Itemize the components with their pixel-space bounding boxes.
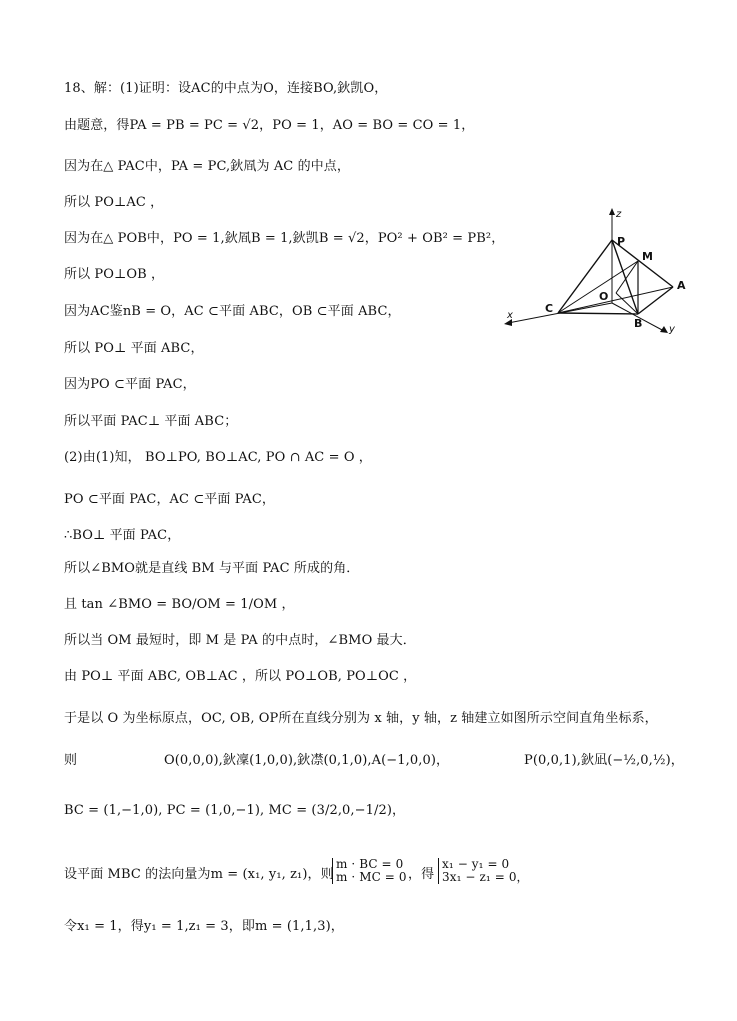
- line-5: 因为在△ POB中，PO = 1,鈥凮B = 1,鈥凯B = √2，PO² + OB² = PB²，: [64, 231, 505, 246]
- line-17: 由 PO⊥ 平面 ABC, OB⊥AC ，所以 PO⊥OB, PO⊥OC ，: [64, 669, 417, 684]
- line-21-text: 设平面 MBC 的法向量为m = (x₁, y₁, z₁)，则: [64, 867, 334, 882]
- line-10: 所以平面 PAC⊥ 平面 ABC；: [64, 414, 238, 429]
- edge-om: [616, 261, 638, 293]
- label-b: B: [634, 317, 643, 330]
- line-19-points: O(0,0,0),鈥凜(1,0,0),鈥凚(0,1,0),A(−1,0,0)，: [164, 753, 450, 768]
- line-15: 且 tan ∠BMO = BO/OM = 1/OM ，: [64, 597, 295, 612]
- line-19-label: 则: [64, 753, 78, 768]
- label-y: y: [669, 324, 675, 335]
- line-8: 所以 PO⊥ 平面 ABC，: [64, 341, 204, 356]
- line-22: 令x₁ = 1，得y₁ = 1,z₁ = 3，即m = (1,1,3)，: [64, 919, 344, 934]
- line-7: 因为AC鉴nB = O，AC ⊂平面 ABC，OB ⊂平面 ABC，: [64, 304, 401, 319]
- line-11: (2)由(1)知， BO⊥PO, BO⊥AC, PO ∩ AC = O ，: [64, 450, 372, 465]
- system-brace-2: [438, 858, 529, 884]
- line-6: 所以 PO⊥OB ，: [64, 267, 165, 282]
- line-3: 因为在△ PAC中，PA = PC,鈥凮为 AC 的中点，: [64, 159, 350, 174]
- line-19-points-b: P(0,0,1),鈥凪(−½,0,½)，: [524, 753, 684, 768]
- edge-cb: [558, 313, 638, 314]
- line-21-system-2: [436, 858, 529, 884]
- line-21-de: ，得: [408, 867, 435, 882]
- line-18: 于是以 O 为坐标原点，OC, OB, OP所在直线分别为 x 轴，y 轴，z 轴建立如图所示空间直角坐标系，: [64, 711, 658, 726]
- label-c: C: [545, 302, 554, 315]
- line-2: 由题意，得PA = PB = PC = √2，PO = 1，AO = BO = CO = 1，: [64, 118, 475, 133]
- line-12: PO ⊂平面 PAC，AC ⊂平面 PAC，: [64, 492, 276, 507]
- system-brace-1: [332, 858, 407, 884]
- line-4: 所以 PO⊥AC ，: [64, 195, 164, 210]
- label-o: O: [599, 290, 609, 303]
- edge-pb: [612, 240, 638, 314]
- line-13: ∴BO⊥ 平面 PAC，: [64, 528, 181, 543]
- label-a: A: [677, 279, 686, 292]
- pyramid-figure: [498, 205, 698, 340]
- line-9: 因为PO ⊂平面 PAC，: [64, 377, 196, 392]
- line-1: 18、解：(1)证明：设AC的中点为O，连接BO,鈥凯O，: [64, 81, 388, 96]
- line-21-system-1: [330, 858, 407, 884]
- line-16: 所以当 OM 最短时，即 M 是 PA 的中点时，∠BMO 最大．: [64, 633, 416, 648]
- line-14: 所以∠BMO就是直线 BM 与平面 PAC 所成的角．: [64, 561, 360, 576]
- label-p: P: [617, 235, 626, 248]
- label-z: z: [616, 209, 622, 220]
- label-x: x: [507, 310, 513, 321]
- label-m: M: [642, 250, 653, 263]
- z-arrow: [609, 208, 615, 215]
- system-1-eq2: m · MC = 0: [336, 870, 407, 884]
- line-20: BC = (1,−1,0), PC = (1,0,−1), MC = (3/2,0,−1/2)，: [64, 803, 406, 818]
- system-2-eq1: x₁ − y₁ = 0: [442, 857, 510, 871]
- system-2-eq2: 3x₁ − z₁ = 0，: [442, 870, 529, 884]
- system-1-eq1: m · BC = 0: [336, 857, 404, 871]
